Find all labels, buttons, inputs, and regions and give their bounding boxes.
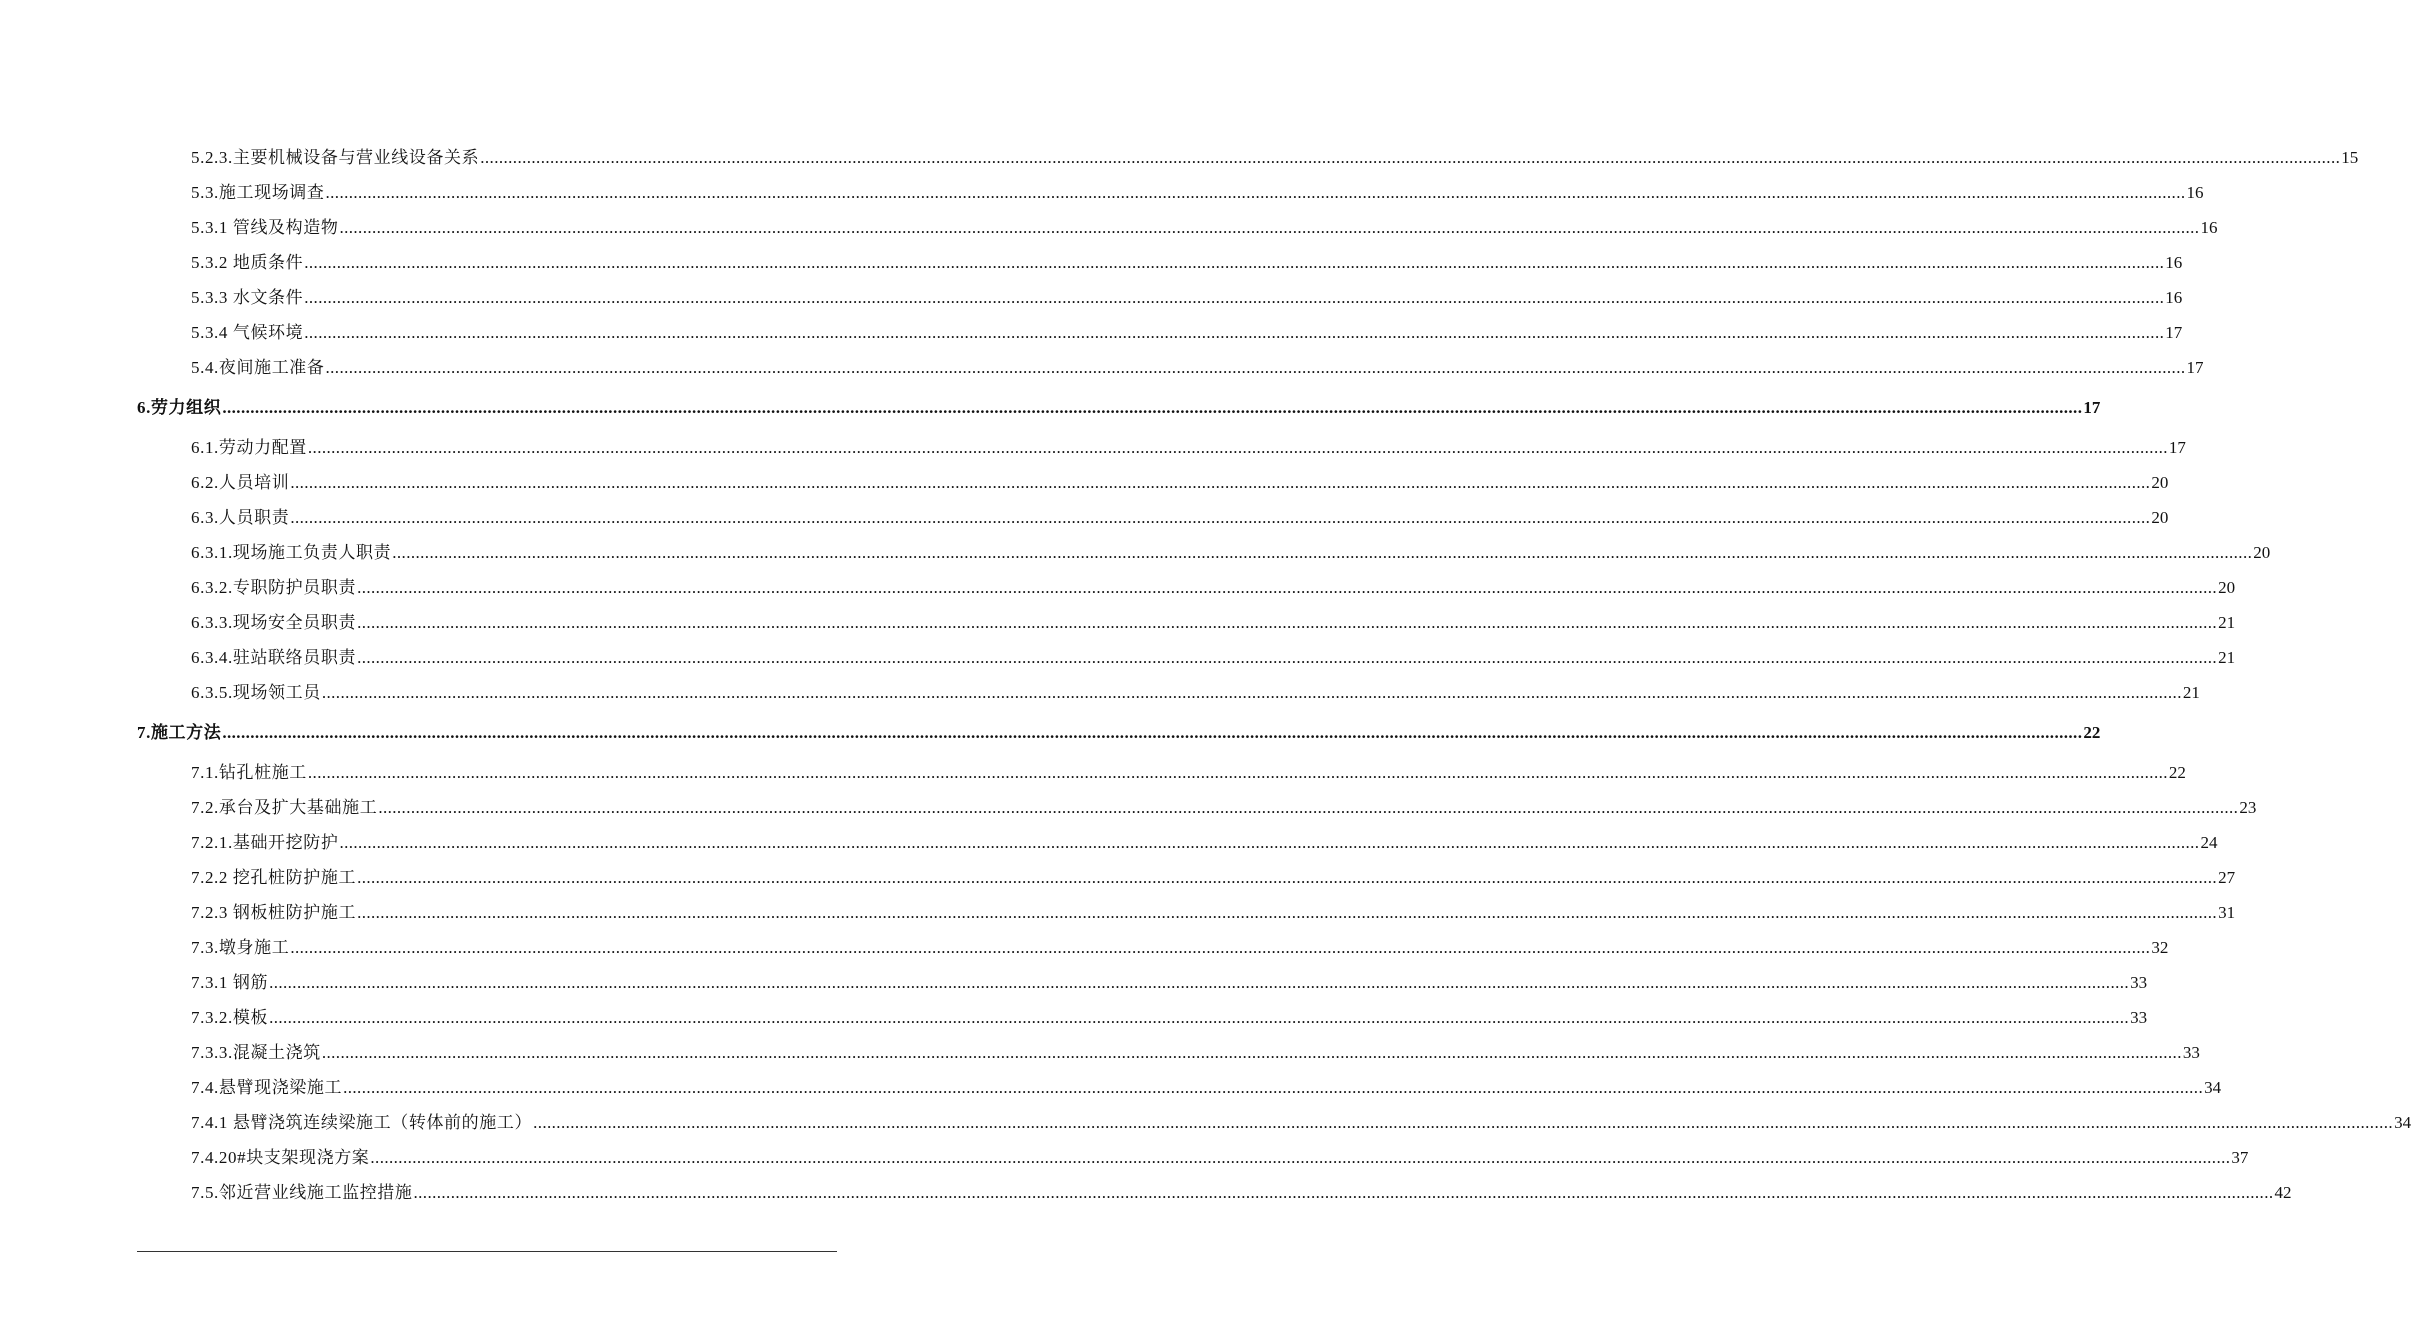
toc-page-number: 34: [2204, 1078, 2222, 1097]
table-of-contents: [137, 140, 2411, 1210]
toc-page-number: 33: [2130, 1008, 2148, 1027]
toc-page-number: 17: [2186, 358, 2204, 377]
toc-entry[interactable]: [137, 245, 2183, 280]
toc-entry-label: 7.2.承台及扩大基础施工: [191, 798, 378, 817]
toc-page-number: 20: [2151, 508, 2169, 527]
toc-entry-label: 7.3.墩身施工: [191, 938, 290, 957]
toc-entry[interactable]: [137, 465, 2169, 500]
toc-entry[interactable]: [137, 1175, 2292, 1210]
toc-entry-label: 6.3.1.现场施工负责人职责: [191, 543, 392, 562]
toc-leader-dots: ................................................................................................................................................................................................................................................................................................................................................................................................................: [269, 1008, 2130, 1027]
toc-leader-dots: ................................................................................................................................................................................................................................................................................................................................................................................................................: [357, 578, 2218, 597]
toc-entry[interactable]: [137, 315, 2183, 350]
toc-chapter-entry[interactable]: [137, 385, 2101, 430]
toc-page-number: 33: [2130, 973, 2148, 992]
toc-entry-label: 6.劳力组织: [137, 398, 222, 417]
toc-leader-dots: ................................................................................................................................................................................................................................................................................................................................................................................................................: [339, 833, 2200, 852]
toc-entry[interactable]: [137, 1070, 2222, 1105]
toc-entry-label: 6.2.人员培训: [191, 473, 290, 492]
toc-entry-label: 5.3.3 水文条件: [191, 288, 304, 307]
toc-entry-label: 5.3.4 气候环境: [191, 323, 304, 342]
toc-leader-dots: ................................................................................................................................................................................................................................................................................................................................................................................................................: [304, 323, 2165, 342]
toc-entry-label: 6.1.劳动力配置: [191, 438, 307, 457]
toc-entry[interactable]: [137, 1105, 2411, 1140]
toc-leader-dots: ................................................................................................................................................................................................................................................................................................................................................................................................................: [304, 288, 2165, 307]
toc-leader-dots: ................................................................................................................................................................................................................................................................................................................................................................................................................: [290, 938, 2151, 957]
toc-entry-label: 7.5.邻近营业线施工监控措施: [191, 1183, 413, 1202]
toc-entry-label: 7.2.1.基础开挖防护: [191, 833, 339, 852]
toc-page-number: 16: [2165, 288, 2183, 307]
toc-entry[interactable]: [137, 570, 2236, 605]
toc-page-number: 16: [2165, 253, 2183, 272]
toc-entry[interactable]: [137, 210, 2218, 245]
toc-entry[interactable]: [137, 535, 2271, 570]
toc-entry[interactable]: [137, 175, 2204, 210]
toc-entry[interactable]: [137, 280, 2183, 315]
toc-leader-dots: ................................................................................................................................................................................................................................................................................................................................................................................................................: [370, 1148, 2231, 1167]
toc-leader-dots: ................................................................................................................................................................................................................................................................................................................................................................................................................: [413, 1183, 2274, 1202]
toc-page-number: 24: [2200, 833, 2218, 852]
toc-entry[interactable]: [137, 790, 2257, 825]
toc-leader-dots: ................................................................................................................................................................................................................................................................................................................................................................................................................: [321, 683, 2182, 702]
toc-entry-label: 7.3.3.混凝土浇筑: [191, 1043, 321, 1062]
toc-leader-dots: ................................................................................................................................................................................................................................................................................................................................................................................................................: [339, 218, 2200, 237]
toc-leader-dots: ................................................................................................................................................................................................................................................................................................................................................................................................................: [343, 1078, 2204, 1097]
toc-chapter-entry[interactable]: [137, 710, 2101, 755]
toc-entry[interactable]: [137, 350, 2204, 385]
toc-leader-dots: ................................................................................................................................................................................................................................................................................................................................................................................................................: [290, 508, 2151, 527]
toc-page-number: 21: [2182, 683, 2200, 702]
toc-leader-dots: ................................................................................................................................................................................................................................................................................................................................................................................................................: [304, 253, 2165, 272]
toc-entry-label: 6.3.3.现场安全员职责: [191, 613, 357, 632]
toc-leader-dots: ................................................................................................................................................................................................................................................................................................................................................................................................................: [307, 438, 2168, 457]
toc-leader-dots: ................................................................................................................................................................................................................................................................................................................................................................................................................: [325, 358, 2186, 377]
toc-entry[interactable]: [137, 930, 2169, 965]
toc-entry-label: 5.2.3.主要机械设备与营业线设备关系: [191, 148, 480, 167]
toc-entry[interactable]: [137, 965, 2148, 1000]
toc-page-number: 21: [2218, 613, 2236, 632]
toc-entry[interactable]: [137, 140, 2359, 175]
toc-page-number: 27: [2218, 868, 2236, 887]
toc-entry-label: 6.3.人员职责: [191, 508, 290, 527]
toc-page-number: 20: [2253, 543, 2271, 562]
toc-entry-label: 7.4.悬臂现浇梁施工: [191, 1078, 343, 1097]
toc-leader-dots: ................................................................................................................................................................................................................................................................................................................................................................................................................: [533, 1113, 2394, 1132]
toc-entry[interactable]: [137, 605, 2236, 640]
toc-leader-dots: ................................................................................................................................................................................................................................................................................................................................................................................................................: [378, 798, 2239, 817]
toc-leader-dots: ................................................................................................................................................................................................................................................................................................................................................................................................................: [480, 148, 2341, 167]
toc-page-number: 34: [2394, 1113, 2411, 1132]
toc-page-number: 20: [2218, 578, 2236, 597]
toc-entry[interactable]: [137, 640, 2236, 675]
toc-leader-dots: ................................................................................................................................................................................................................................................................................................................................................................................................................: [321, 1043, 2182, 1062]
toc-leader-dots: ................................................................................................................................................................................................................................................................................................................................................................................................................: [392, 543, 2253, 562]
toc-page-number: 21: [2218, 648, 2236, 667]
toc-entry[interactable]: [137, 1035, 2200, 1070]
toc-entry-label: 5.4.夜间施工准备: [191, 358, 325, 377]
toc-page-number: 16: [2186, 183, 2204, 202]
toc-leader-dots: ................................................................................................................................................................................................................................................................................................................................................................................................................: [357, 903, 2218, 922]
toc-entry-label: 7.3.2.模板: [191, 1008, 269, 1027]
toc-entry[interactable]: [137, 1000, 2148, 1035]
toc-page-number: 17: [2165, 323, 2183, 342]
toc-leader-dots: ................................................................................................................................................................................................................................................................................................................................................................................................................: [357, 648, 2218, 667]
toc-page-number: 17: [2168, 438, 2186, 457]
toc-entry-label: 7.4.20#块支架现浇方案: [191, 1148, 370, 1167]
toc-entry[interactable]: [137, 430, 2186, 465]
toc-page-number: 32: [2151, 938, 2169, 957]
toc-entry-label: 7.施工方法: [137, 723, 222, 742]
toc-entry-label: 7.2.3 钢板桩防护施工: [191, 903, 357, 922]
toc-entry[interactable]: [137, 825, 2218, 860]
toc-entry-label: 7.2.2 挖孔桩防护施工: [191, 868, 357, 887]
toc-entry-label: 6.3.5.现场领工员: [191, 683, 321, 702]
toc-entry[interactable]: [137, 755, 2186, 790]
toc-entry[interactable]: [137, 500, 2169, 535]
toc-page-number: 15: [2341, 148, 2359, 167]
toc-entry[interactable]: [137, 895, 2236, 930]
toc-leader-dots: ................................................................................................................................................................................................................................................................................................................................................................................................................: [290, 473, 2151, 492]
toc-entry[interactable]: [137, 675, 2200, 710]
toc-entry-label: 5.3.1 管线及构造物: [191, 218, 339, 237]
toc-entry-label: 5.3.2 地质条件: [191, 253, 304, 272]
toc-page-number: 37: [2231, 1148, 2249, 1167]
toc-entry[interactable]: [137, 1140, 2249, 1175]
toc-page-number: 16: [2200, 218, 2218, 237]
toc-page-number: 20: [2151, 473, 2169, 492]
toc-entry-label: 7.3.1 钢筋: [191, 973, 269, 992]
toc-page-number: 31: [2218, 903, 2236, 922]
toc-entry-label: 5.3.施工现场调查: [191, 183, 325, 202]
toc-leader-dots: ................................................................................................................................................................................................................................................................................................................................................................................................................: [222, 723, 2083, 742]
toc-entry-label: 7.4.1 悬臂浇筑连续梁施工（转体前的施工）: [191, 1113, 533, 1132]
toc-entry-label: 7.1.钻孔桩施工: [191, 763, 307, 782]
toc-page-number: 22: [2083, 723, 2101, 742]
toc-page-number: 17: [2083, 398, 2101, 417]
toc-page-number: 22: [2168, 763, 2186, 782]
toc-leader-dots: ................................................................................................................................................................................................................................................................................................................................................................................................................: [357, 613, 2218, 632]
toc-leader-dots: ................................................................................................................................................................................................................................................................................................................................................................................................................: [357, 868, 2218, 887]
toc-page-number: 42: [2274, 1183, 2292, 1202]
toc-entry-label: 6.3.2.专职防护员职责: [191, 578, 357, 597]
toc-entry-label: 6.3.4.驻站联络员职责: [191, 648, 357, 667]
toc-leader-dots: ................................................................................................................................................................................................................................................................................................................................................................................................................: [269, 973, 2130, 992]
toc-leader-dots: ................................................................................................................................................................................................................................................................................................................................................................................................................: [325, 183, 2186, 202]
toc-page-number: 33: [2182, 1043, 2200, 1062]
toc-page-number: 23: [2239, 798, 2257, 817]
toc-leader-dots: ................................................................................................................................................................................................................................................................................................................................................................................................................: [222, 398, 2083, 417]
toc-entry[interactable]: [137, 860, 2236, 895]
footer-rule: [137, 1251, 837, 1252]
toc-leader-dots: ................................................................................................................................................................................................................................................................................................................................................................................................................: [307, 763, 2168, 782]
